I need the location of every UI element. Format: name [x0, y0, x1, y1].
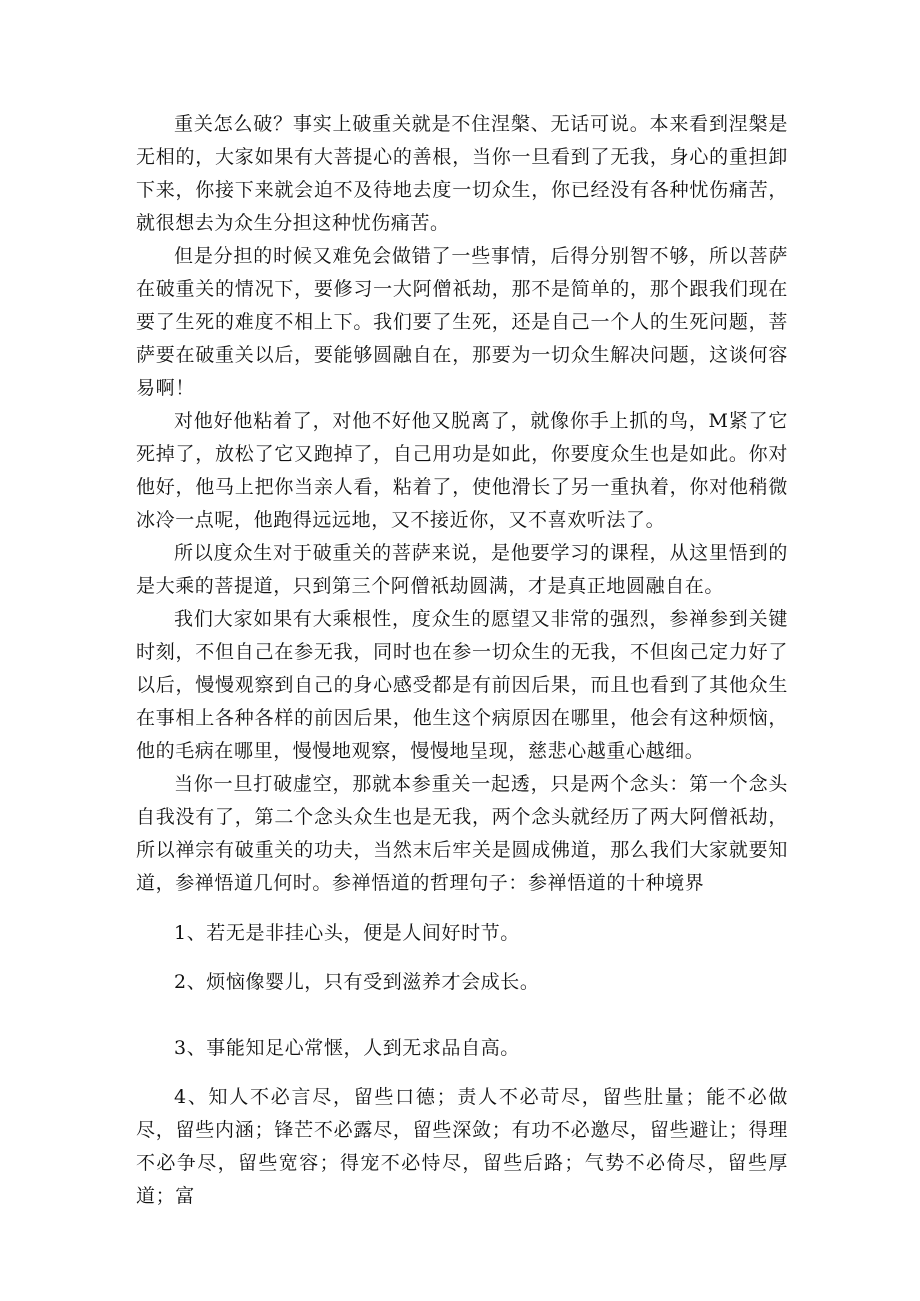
- spacer: [136, 999, 788, 1032]
- spacer: [136, 1065, 788, 1081]
- document-body: [136, 108, 788, 1213]
- spacer: [136, 950, 788, 966]
- paragraph: 但是分担的时候又难免会做错了一些事情，后得分别智不够，所以菩萨在破重关的情况下，要修习一大阿僧祇劫，那不是简单的，那个跟我们现在要了生死的难度不相上下。我们要了生死，还是自己一个人的生死问题，菩萨要在破重关以后，要能够圆融自在，那要为一切众生解决问题，这谈何容易啊！: [136, 245, 788, 399]
- list-item: 2、烦恼像婴儿，只有受到滋养才会成长。: [174, 971, 540, 993]
- paragraph: 当你一旦打破虚空，那就本参重关一起透，只是两个念头：第一个念头自我没有了，第二个念头众生也是无我，两个念头就经历了两大阿僧祇劫，所以禅宗有破重关的功夫，当然末后牢关是圆成佛道，那么我们大家就要知道，参禅悟道几何时。参禅悟道的哲理句子：参禅悟道的十种境界: [136, 773, 788, 894]
- paragraph: 所以度众生对于破重关的菩萨来说，是他要学习的课程，从这里悟到的是大乘的菩提道，只到第三个阿僧祇劫圆满，才是真正地圆融自在。: [136, 542, 788, 597]
- list-item: 4、知人不必言尽，留些口德；责人不必苛尽，留些肚量；能不必做尽，留些内涵；锋芒不必露尽，留些深敛；有功不必邀尽，留些避让；得理不必争尽，留些宽容；得宠不必恃尽，留些后路；气势不必倚尽，留些厚道；富: [136, 1086, 788, 1207]
- paragraph: 重关怎么破？事实上破重关就是不住涅槃、无话可说。本来看到涅槃是无相的，大家如果有大菩提心的善根，当你一旦看到了无我，身心的重担卸下来，你接下来就会迫不及待地去度一切众生，你已经没有各种忧伤痛苦，就很想去为众生分担这种忧伤痛苦。: [136, 113, 788, 234]
- list-item: 3、事能知足心常惬，人到无求品自高。: [174, 1037, 520, 1059]
- list-item: 1、若无是非挂心头，便是人间好时节。: [174, 922, 520, 944]
- spacer: [136, 900, 788, 917]
- paragraph: 我们大家如果有大乘根性，度众生的愿望又非常的强烈，参禅参到关键时刻，不但自己在参无我，同时也在参一切众生的无我，不但囱己定力好了以后，慢慢观察到自己的身心感受都是有前因后果，而且也看到了其他众生在事相上各种各样的前因后果，他生这个病原因在哪里，他会有这种烦恼，他的毛病在哪里，慢慢地观察，慢慢地呈现，慈悲心越重心越细。: [136, 608, 788, 762]
- paragraph: 对他好他粘着了，对他不好他又脱离了，就像你手上抓的鸟，M紧了它死掉了，放松了它又跑掉了，自己用功是如此，你要度众生也是如此。你对他好，他马上把你当亲人看，粘着了，使他滑长了另一重执着，你对他稍微冰冷一点呢，他跑得远远地，又不接近你，又不喜欢听法了。: [136, 410, 788, 531]
